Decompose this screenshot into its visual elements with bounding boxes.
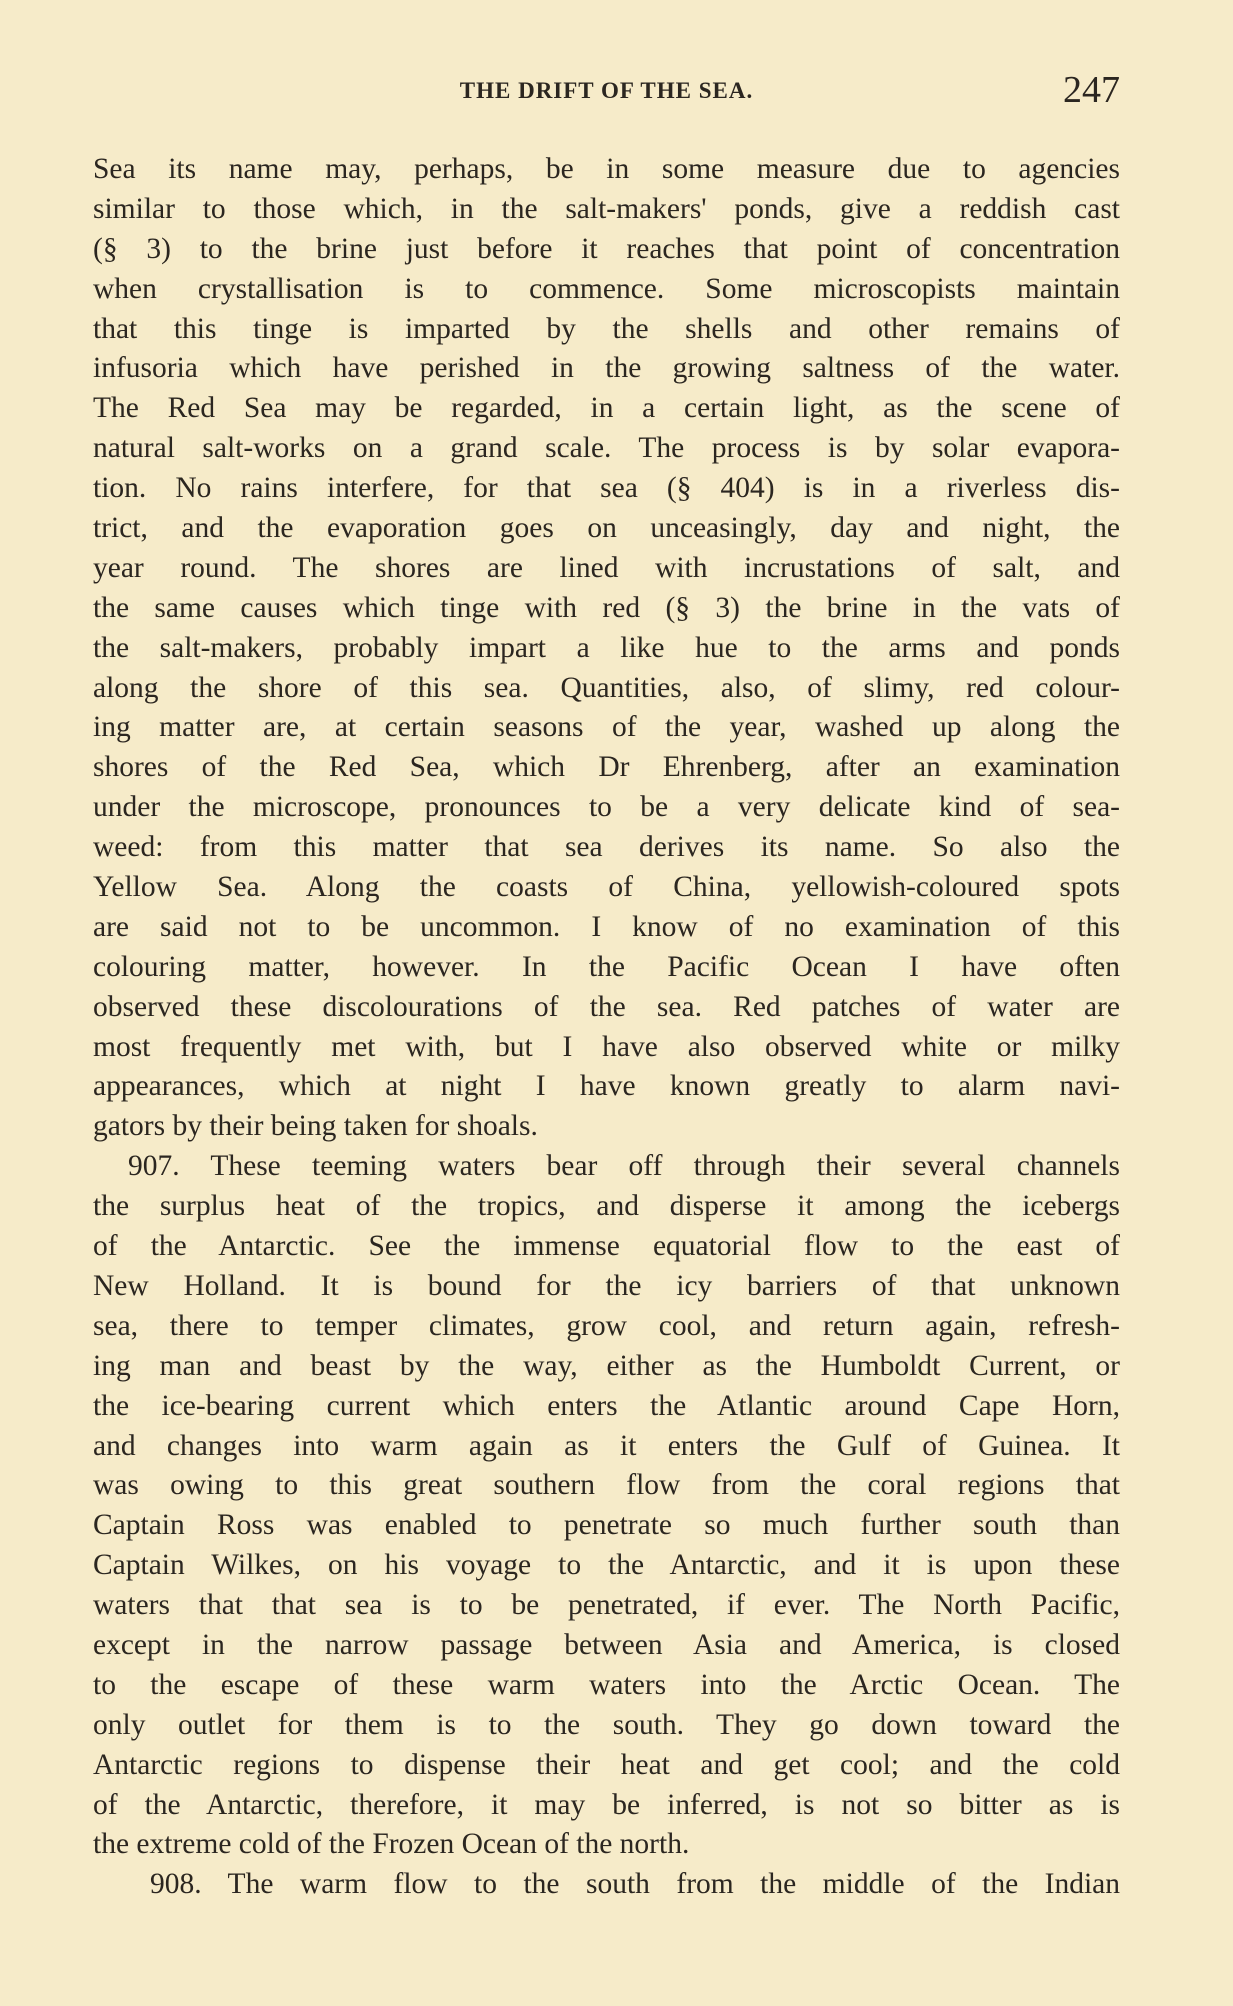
text-line: colouring matter, however. In the Pacific Ocean I have often <box>93 950 1120 983</box>
text-line: only outlet for them is to the south. They go down toward the <box>93 1708 1120 1741</box>
page-number: 247 <box>1063 69 1120 111</box>
text-line: of the Antarctic, therefore, it may be inferred, is not so bitter as is <box>93 1788 1120 1821</box>
text-line: gators by their being taken for shoals. <box>93 1110 538 1143</box>
text-line: year round. The shores are lined with incrustations of salt, and <box>93 551 1120 584</box>
text-line: the extreme cold of the Frozen Ocean of the north. <box>93 1828 690 1861</box>
text-line: Sea its name may, perhaps, be in some measure due to agencies <box>93 153 1120 185</box>
text-line: the surplus heat of the tropics, and disperse it among the icebergs <box>93 1190 1120 1223</box>
text-line: 907. These teeming waters bear off through their several channels <box>128 1150 1120 1183</box>
text-line: under the microscope, pronounces to be a very delicate kind of sea- <box>93 791 1120 824</box>
text-line: and changes into warm again as it enters the Gulf of Guinea. It <box>93 1429 1120 1462</box>
text-line: the salt-makers, probably impart a like hue to the arms and ponds <box>93 631 1120 664</box>
text-line: are said not to be uncommon. I know of no examination of this <box>93 910 1120 943</box>
text-line: Antarctic regions to dispense their heat and get cool; and the cold <box>93 1748 1120 1781</box>
text-line: ing man and beast by the way, either as the Humboldt Current, or <box>93 1349 1120 1382</box>
text-line: to the escape of these warm waters into the Arctic Ocean. The <box>93 1668 1120 1701</box>
text-line: observed these discolourations of the sea. Red patches of water are <box>93 990 1120 1023</box>
text-line: ing matter are, at certain seasons of the year, washed up along the <box>93 711 1120 744</box>
text-line: natural salt-works on a grand scale. The process is by solar evapora- <box>93 432 1120 465</box>
text-line: waters that that sea is to be penetrated, if ever. The North Pacific, <box>93 1589 1120 1622</box>
body-text <box>93 150 1120 1905</box>
text-line: when crystallisation is to commence. Some microscopists maintain <box>93 272 1120 305</box>
text-line: Yellow Sea. Along the coasts of China, yellowish-coloured spots <box>93 871 1120 904</box>
text-line: 908. The warm flow to the south from the middle of the Indian <box>150 1868 1120 1901</box>
text-line: similar to those which, in the salt-makers' ponds, give a reddish cast <box>93 192 1120 225</box>
text-line: sea, there to temper climates, grow cool, and return again, refresh- <box>93 1309 1120 1342</box>
text-line: appearances, which at night I have known greatly to alarm navi- <box>93 1070 1120 1103</box>
text-line: tion. No rains interfere, for that sea (§ 404) is in a riverless dis- <box>93 472 1120 505</box>
text-line: was owing to this great southern flow from the coral regions that <box>93 1469 1120 1502</box>
text-line: Captain Ross was enabled to penetrate so much further south than <box>93 1509 1120 1542</box>
text-line: Captain Wilkes, on his voyage to the Antarctic, and it is upon these <box>93 1549 1120 1582</box>
text-line: shores of the Red Sea, which Dr Ehrenberg, after an examination <box>93 751 1120 784</box>
text-line: that this tinge is imparted by the shells and other remains of <box>93 312 1120 345</box>
text-line: except in the narrow passage between Asia and America, is closed <box>93 1628 1120 1661</box>
text-line: New Holland. It is bound for the icy barriers of that unknown <box>93 1269 1120 1302</box>
text-line: the ice-bearing current which enters the Atlantic around Cape Horn, <box>93 1389 1120 1422</box>
text-line: most frequently met with, but I have also observed white or milky <box>93 1030 1120 1063</box>
text-line: the same causes which tinge with red (§ 3) the brine in the vats of <box>93 591 1120 624</box>
text-line: of the Antarctic. See the immense equatorial flow to the east of <box>93 1230 1120 1263</box>
text-line: weed: from this matter that sea derives its name. So also the <box>93 831 1120 864</box>
text-line: The Red Sea may be regarded, in a certain light, as the scene of <box>93 392 1120 425</box>
running-title: THE DRIFT OF THE SEA. <box>459 78 754 103</box>
text-line: (§ 3) to the brine just before it reaches that point of concentration <box>93 232 1120 265</box>
text-line: trict, and the evaporation goes on unceasingly, day and night, the <box>93 512 1120 545</box>
text-line: along the shore of this sea. Quantities, also, of slimy, red colour- <box>93 671 1120 704</box>
text-line: infusoria which have perished in the growing saltness of the water. <box>93 352 1120 385</box>
running-header <box>93 69 1120 116</box>
